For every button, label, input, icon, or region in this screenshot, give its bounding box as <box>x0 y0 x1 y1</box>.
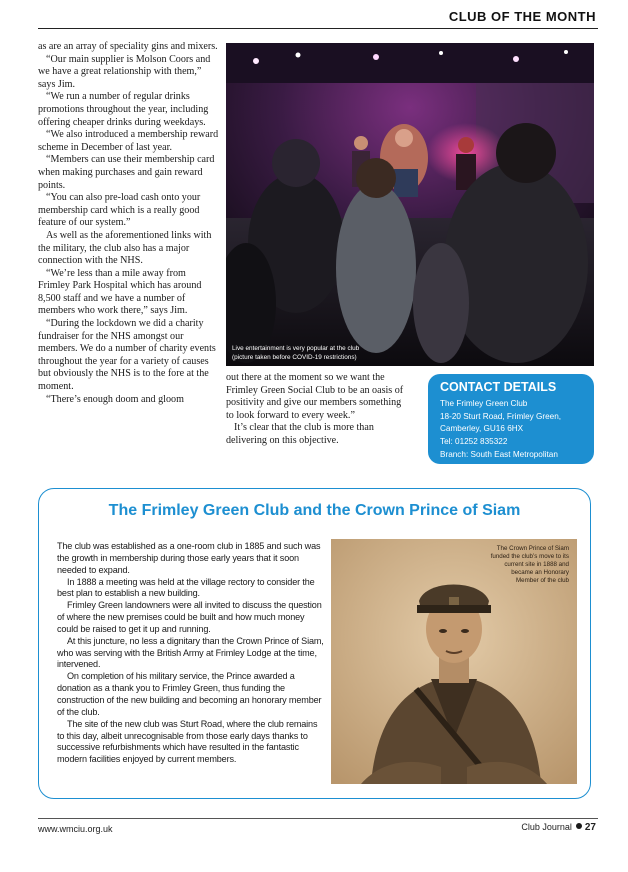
article-paragraph: “Members can use their membership card when making purchases and gain reward points. <box>38 154 215 191</box>
feature-title: The Frimley Green Club and the Crown Prince of Siam <box>108 502 521 519</box>
feature-paragraph: At this juncture, no less a dignitary than the Crown Prince of Siam, who was serving with the British Army at Frimley Lodge at the time, intervened. <box>57 635 324 670</box>
footer-website: www.wmciu.org.uk <box>38 824 113 834</box>
article-column-1 <box>38 41 220 406</box>
contact-address-line: 18-20 Sturt Road, Frimley Green, <box>440 411 562 421</box>
photo-caption <box>232 345 422 362</box>
feature-text <box>57 541 327 766</box>
article-paragraph: “We’re less than a mile away from Frimley Park Hospital which has around 8,500 staff and we have a number of members who work there,” says Jim. <box>38 267 202 317</box>
feature-paragraph: In 1888 a meeting was held at the village rectory to consider the best plan to establish a new building. <box>57 576 315 599</box>
article-paragraph: “Our main supplier is Molson Coors and we have a great relationship with them,” says Jim. <box>38 53 211 90</box>
crown-prince-feature-box <box>38 488 591 799</box>
contact-club-name: The Frimley Green Club <box>440 399 528 408</box>
concert-scene-illustration <box>226 43 594 366</box>
crown-prince-portrait <box>331 539 577 784</box>
article-paragraph: “We run a number of regular drinks promotions throughout the year, including offering cheaper drinks during weekdays. <box>38 91 209 128</box>
article-paragraph: “We also introduced a membership reward scheme in December of last year. <box>38 129 219 153</box>
contact-details-box <box>428 374 594 464</box>
feature-paragraph: The site of the new club was Sturt Road, where the club remains to this day, albeit unrecognisable from those early days thanks to successive refurbishments which have resulted in the fantastic modern facilities enjoyed by current members. <box>57 718 318 765</box>
bullet-icon <box>576 823 582 829</box>
section-heading: CLUB OF THE MONTH <box>448 9 596 24</box>
feature-paragraph: The club was established as a one-room club in 1885 and such was the growth in membership during those early years that it soon needed to expand. <box>57 541 321 575</box>
contact-address-line: Camberley, GU16 6HX <box>440 424 524 434</box>
live-entertainment-photo <box>226 43 594 366</box>
article-paragraph: out there at the moment so we want the Frimley Green Social Club to be an oasis of positivity and give our members something to look forward to every week.” <box>226 372 404 421</box>
contact-phone: Tel: 01252 835322 <box>440 437 508 447</box>
article-paragraph: “During the lockdown we did a charity fundraiser for the NHS amongst our members. We do a number of charity events throughout the year for a variety of causes but obviously the NHS is to the fore at the moment. <box>38 318 216 393</box>
feature-paragraph: On completion of his military service, the Prince awarded a donation as a thank you to Frimley Green, thus funding the construction of the new building and becoming an honorary member of the club. <box>57 671 322 717</box>
portrait-caption: The Crown Prince of Siam funded the club’s move to its current site in 1888 and became an Honorary Member of the club <box>490 545 569 585</box>
article-column-2 <box>226 372 408 448</box>
article-paragraph: as are an array of speciality gins and mixers. <box>38 41 218 52</box>
footer-divider <box>38 818 598 819</box>
publication-name: Club Journal <box>521 822 572 832</box>
article-paragraph: “You can also pre-load cash onto your membership card which is a really good feature of our system.” <box>38 192 201 229</box>
article-paragraph: It’s clear that the club is more than delivering on this objective. <box>226 422 374 446</box>
page-number: 27 <box>584 822 596 833</box>
contact-branch: Branch: South East Metropolitan <box>440 449 558 459</box>
footer-publication <box>521 822 596 833</box>
article-paragraph: “There’s enough doom and gloom <box>46 393 184 405</box>
header-divider <box>38 28 598 29</box>
feature-paragraph: Frimley Green landowners were all invited to discuss the question of where the new premises could be built and how much money could be raised to get it up and running. <box>57 600 322 634</box>
photo-caption-line: Live entertainment is very popular at the club <box>232 345 360 353</box>
photo-caption-line: (picture taken before COVID-19 restrictions) <box>232 353 357 361</box>
article-paragraph: As well as the aforementioned links with the military, the club also has a major connection with the NHS. <box>38 229 212 267</box>
contact-details-title: CONTACT DETAILS <box>440 380 557 394</box>
